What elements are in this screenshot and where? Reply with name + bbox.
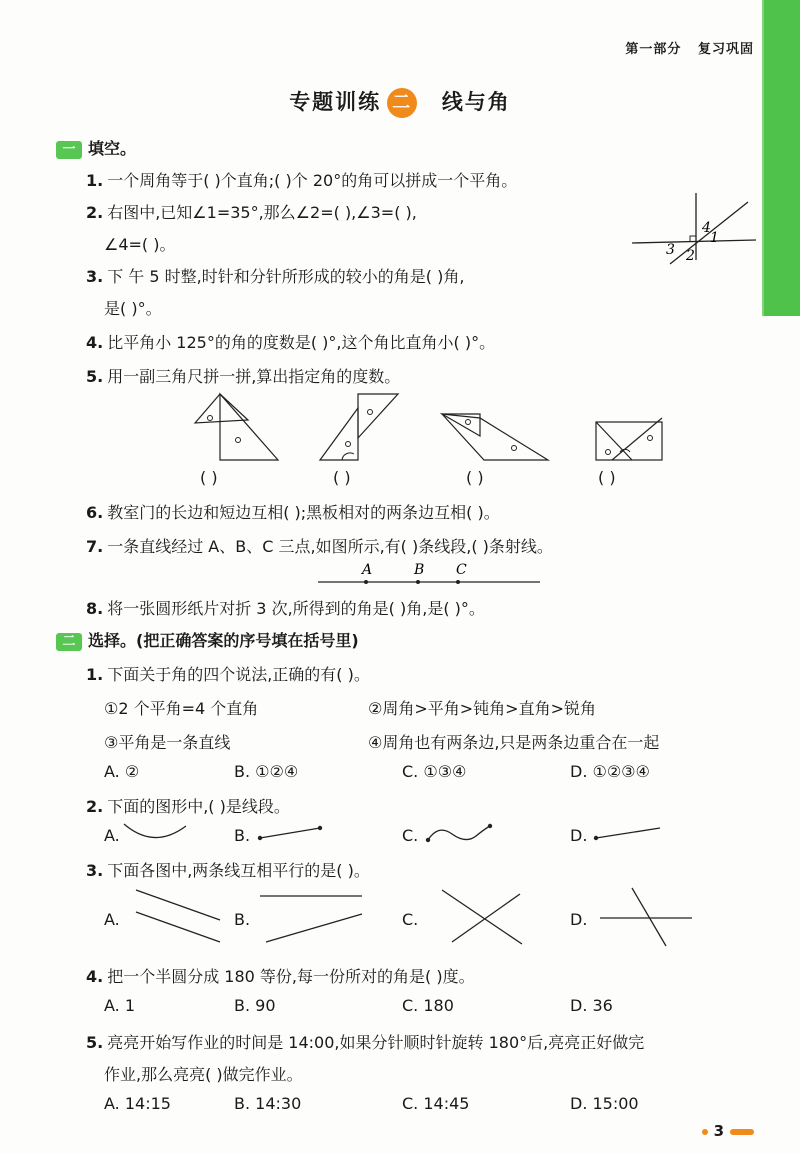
statement-2: ②周角>平角>钝角>直角>锐角 (368, 699, 596, 718)
option-a: A. 1 (104, 996, 136, 1015)
section-title: 选择。(把正确答案的序号填在括号里) (88, 631, 359, 650)
point-a-label: A (362, 562, 373, 578)
triangle-rulers-figures (180, 388, 560, 488)
option-b: B. (234, 826, 251, 845)
lines-figure-d (596, 884, 696, 948)
option-a: A. ② (104, 762, 140, 781)
angle-label-3: 3 (666, 242, 675, 258)
answer-blank-1: ( ) (200, 468, 218, 487)
choice-question-1: 1. 下面关于角的四个说法,正确的有( )。 (86, 665, 370, 684)
option-c: C. 14:45 (402, 1094, 470, 1113)
running-header (625, 38, 754, 57)
option-b: B. 14:30 (234, 1094, 302, 1113)
option-a: A. (104, 910, 120, 929)
statement-3: ③平角是一条直线 (104, 733, 231, 752)
title-prefix: 专题训练 (289, 90, 382, 114)
section-fill-blank (56, 136, 136, 159)
option-a: A. (104, 826, 120, 845)
page-edge-strip (764, 0, 800, 316)
page-number: 3 (702, 1122, 754, 1140)
fill-question-5: 5. 用一副三角尺拼一拼,算出指定角的度数。 (86, 367, 401, 386)
option-c: C. (402, 910, 419, 929)
header-part: 第一部分 (625, 42, 682, 57)
option-b: B. ①②④ (234, 762, 299, 781)
lines-figure-a (130, 886, 225, 946)
answer-blank-3: ( ) (466, 468, 484, 487)
fill-question-8: 8. 将一张圆形纸片对折 3 次,所得到的角是( )角,是( )°。 (86, 599, 485, 618)
section-marker: 一 (56, 141, 82, 159)
angle-figure (630, 188, 760, 268)
choice-question-4: 4. 把一个半圆分成 180 等份,每一份所对的角是( )度。 (86, 967, 475, 986)
statement-1: ①2 个平角=4 个直角 (104, 699, 259, 718)
angle-label-4: 4 (702, 220, 711, 236)
ruler-figure-4 (592, 412, 666, 468)
header-subtitle: 复习巩固 (697, 42, 754, 57)
fill-question-3-line2: 是( )°。 (104, 299, 162, 318)
lines-figure-c (432, 884, 528, 948)
choice-question-3: 3. 下面各图中,两条线互相平行的是( )。 (86, 861, 370, 880)
ruler-figure-2 (320, 394, 398, 460)
fill-question-3: 3. 下 午 5 时整,时针和分针所形成的较小的角是( )角, (86, 267, 465, 286)
option-d: D. (570, 826, 588, 845)
fill-question-1: 1. 一个周角等于( )个直角;( )个 20°的角可以拼成一个平角。 (86, 171, 518, 190)
answer-blank-4: ( ) (598, 468, 616, 487)
statement-4: ④周角也有两条边,只是两条边重合在一起 (368, 733, 660, 752)
title-number-badge: 二 (387, 88, 417, 118)
fill-question-7: 7. 一条直线经过 A、B、C 三点,如图所示,有( )条线段,( )条射线。 (86, 537, 553, 556)
angle-label-2: 2 (686, 248, 695, 264)
ray-figure-d (592, 824, 664, 844)
option-d: D. 36 (570, 996, 613, 1015)
option-c: C. 180 (402, 996, 454, 1015)
section-title: 填空。 (88, 139, 137, 158)
section-choice (56, 628, 359, 651)
option-d: D. (570, 910, 588, 929)
point-c-label: C (456, 562, 467, 578)
fill-question-2-line2: ∠4=( )。 (104, 235, 176, 254)
point-b-label: B (414, 562, 425, 578)
line-abc-figure (316, 560, 546, 590)
option-d: D. 15:00 (570, 1094, 639, 1113)
option-b: B. 90 (234, 996, 276, 1015)
option-d: D. ①②③④ (570, 762, 650, 781)
page-title (0, 86, 800, 118)
segment-figure-b (256, 824, 326, 844)
option-a: A. 14:15 (104, 1094, 171, 1113)
choice-question-5-line2: 作业,那么亮亮( )做完作业。 (104, 1065, 303, 1084)
section-marker: 二 (56, 633, 82, 651)
angle-label-1: 1 (710, 230, 719, 246)
option-c: C. (402, 826, 419, 845)
option-b: B. (234, 910, 251, 929)
fill-question-2: 2. 右图中,已知∠1=35°,那么∠2=( ),∠3=( ), (86, 203, 417, 222)
option-c: C. ①③④ (402, 762, 467, 781)
wave-figure-c (424, 822, 496, 846)
page-dot-icon (702, 1129, 708, 1135)
curve-figure-a (120, 820, 190, 844)
page-bar-icon (730, 1129, 754, 1135)
ruler-figure-1 (195, 394, 278, 460)
fill-question-4: 4. 比平角小 125°的角的度数是( )°,这个角比直角小( )°。 (86, 333, 496, 352)
choice-question-5: 5. 亮亮开始写作业的时间是 14:00,如果分针顺时针旋转 180°后,亮亮正好做完 (86, 1033, 645, 1052)
ruler-figure-3 (442, 414, 548, 460)
fill-question-6: 6. 教室门的长边和短边互相( );黑板相对的两条边互相( )。 (86, 503, 500, 522)
answer-blank-2: ( ) (333, 468, 351, 487)
title-suffix: 线与角 (441, 90, 511, 114)
lines-figure-b (256, 886, 366, 946)
choice-question-2: 2. 下面的图形中,( )是线段。 (86, 797, 290, 816)
